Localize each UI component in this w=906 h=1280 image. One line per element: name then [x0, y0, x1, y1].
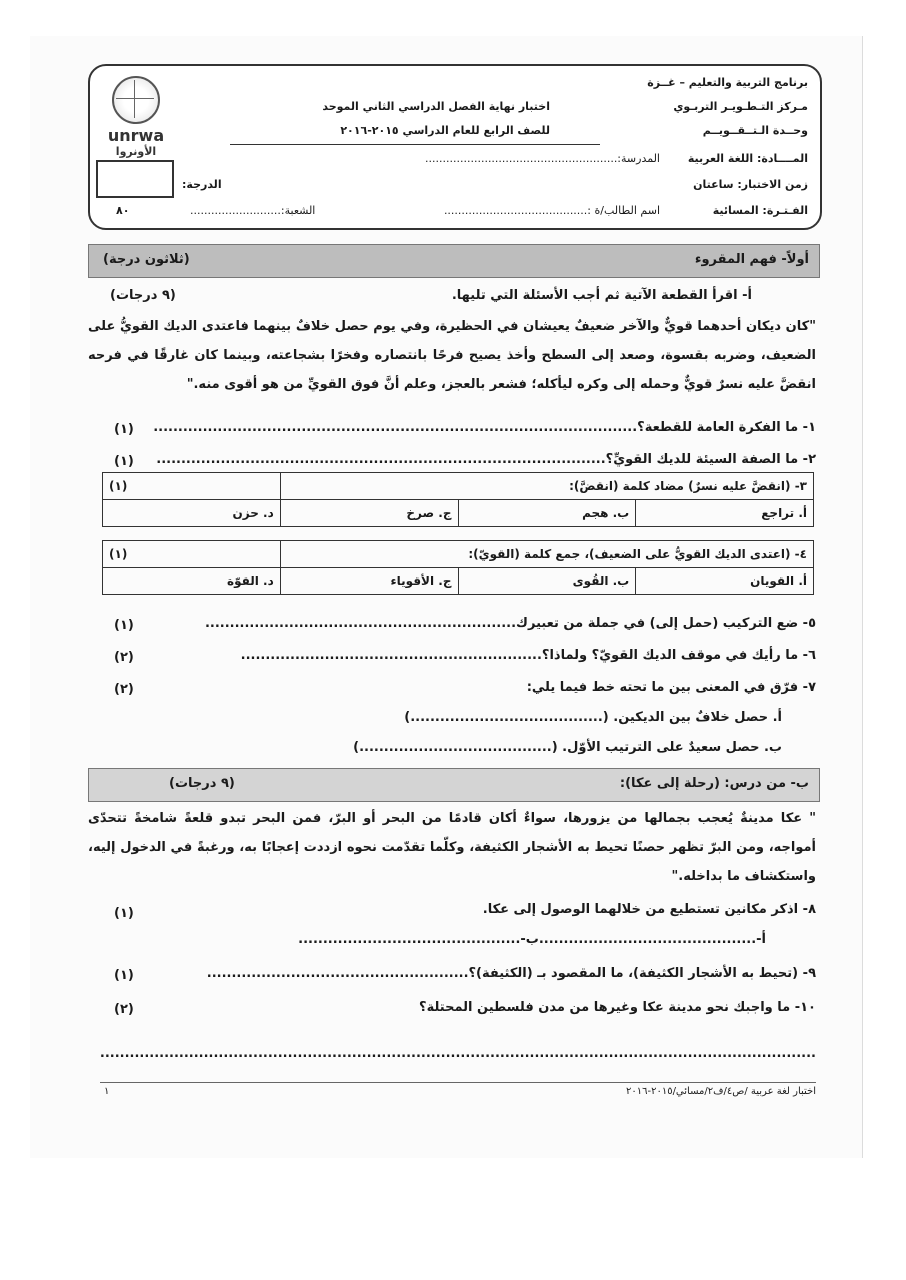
exam-page — [30, 36, 863, 1158]
page-number: ١ — [104, 1086, 110, 1097]
question-9-marks: (١) — [114, 968, 134, 983]
question-3-marks: (١) — [103, 473, 281, 500]
part-a-instruction: أ- اقرأ القطعة الآتية ثم أجب الأسئلة التي تليها. — [451, 288, 752, 303]
question-4-marks: (١) — [103, 541, 281, 568]
question-7-marks: (٢) — [114, 682, 134, 697]
footer-text: اختبار لغة عربية /ص٤/ف٢/مسائي/٢٠١٥-٢٠١٦ — [625, 1086, 816, 1097]
q3-option-d[interactable]: د. حزن — [103, 500, 281, 527]
section-1-marks: (ثلاثون درجة) — [103, 252, 190, 267]
question-2: ٢- ما الصفة السيئة للديك القويِّ؟........................................................................................... — [156, 452, 816, 467]
logo-text-en: unrwa — [107, 126, 165, 145]
section-1b-bar — [88, 768, 820, 802]
q4-option-d[interactable]: د. القوّة — [103, 568, 281, 595]
question-2-marks: (١) — [114, 454, 134, 469]
grade-box — [96, 160, 174, 198]
question-7: ٧- فرّق في المعنى بين ما تحته خط فيما يلي: — [526, 680, 816, 695]
school-field: المدرسة:....................................................... — [425, 152, 660, 165]
grade-year: للصف الرابع للعام الدراسي ٢٠١٥-٢٠١٦ — [340, 124, 550, 137]
question-6-marks: (٢) — [114, 650, 134, 665]
passage-1: "كان ديكان أحدهما قويٌّ والآخر ضعيفٌ يعيشان في الحظيرة، وفي يوم حصل خلافٌ بينهما فاعتدى الديك القويُّ على الضعيف، وضربه بقسوة، وصعد إلى السطح وأخذ يصيح فرحًا بانتصاره وفخرًا بشجاعته، وبينما كان غارقًا في فرحه انقضَّ عليه نسرٌ قويٌّ وحمله إلى وكره ليأكله؛ فشعر بالعجز، وعلم أنَّ فوق القويِّ من هو أقوى منه." — [88, 319, 816, 392]
exam-time: زمن الاختبار: ساعتان — [693, 178, 808, 191]
question-3-table — [102, 472, 814, 527]
question-1-marks: (١) — [114, 422, 134, 437]
total-marks: ٨٠ — [116, 204, 130, 217]
question-5-marks: (١) — [114, 618, 134, 633]
question-3: ٣- (انقضَّ عليه نسرٌ) مضاد كلمة (انقضَّ): — [280, 473, 813, 500]
question-10-marks: (٢) — [114, 1002, 134, 1017]
program-name: برنامج التربية والتعليم – غــزة — [647, 76, 808, 89]
question-8-answer-lines: أ-............................................ب-............................................. — [298, 932, 766, 947]
section-1b-marks: (٩ درجات) — [169, 776, 235, 791]
part-a-marks: (٩ درجات) — [110, 288, 176, 303]
un-emblem-icon — [112, 76, 160, 124]
q3-option-c[interactable]: ج. صرخ — [280, 500, 458, 527]
exam-title: اختبار نهاية الفصل الدراسي الثاني الموحد — [322, 100, 550, 113]
student-name-field: اسم الطالب/ة :......................................... — [443, 204, 660, 217]
logo-text-ar: الأونروا — [115, 145, 157, 158]
question-7-a: أ. حصل خلافٌ بين الديكين. (.......................................) — [404, 710, 782, 725]
exam-header — [88, 64, 822, 230]
question-8: ٨- اذكر مكانين تستطيع من خلالهما الوصول إلى عكا. — [482, 902, 816, 917]
subject: المــــادة: اللغة العربية — [687, 152, 808, 165]
question-5: ٥- ضع التركيب (حمل إلى) في جملة من تعبيرك............................................................... — [204, 616, 816, 631]
section-1b-title: ب- من درس: (رحلة إلى عكا): — [619, 776, 809, 791]
section-field: الشعبة:.......................... — [190, 204, 316, 217]
q4-option-b[interactable]: ب. القُوى — [458, 568, 636, 595]
footer-rule — [100, 1082, 816, 1083]
question-8-marks: (١) — [114, 906, 134, 921]
exam-period: الفـتـرة: المسائية — [712, 204, 808, 217]
q4-option-a[interactable]: أ. القويان — [636, 568, 814, 595]
section-1-title: أولاً- فهم المقروء — [694, 252, 809, 267]
q3-option-a[interactable]: أ. تراجع — [636, 500, 814, 527]
question-1: ١- ما الفكرة العامة للقطعة؟.................................................................................................. — [153, 420, 816, 435]
q3-option-b[interactable]: ب. هجم — [458, 500, 636, 527]
q4-option-c[interactable]: ج. الأقوياء — [280, 568, 458, 595]
question-10-answer-line: ................................................................................................................................................. — [99, 1046, 816, 1061]
question-9: ٩- (تحيط به الأشجار الكثيفة)، ما المقصود بـ (الكثيفة)؟..................................................... — [206, 966, 816, 981]
question-10: ١٠- ما واجبك نحو مدينة عكا وغيرها من مدن فلسطين المحتلة؟ — [419, 1000, 816, 1015]
section-1-bar — [88, 244, 820, 278]
title-rule — [230, 144, 600, 145]
question-4-table — [102, 540, 814, 595]
passage-2: " عكا مدينةٌ يُعجب بجمالها من يزورها، سواءٌ أكان قادمًا من البحر أو البرّ، فمن البحر تبدو قلعةً شامخةً تتحدّى أمواجه، ومن البرّ تظهر حصنًا تحيط به الأشجار الكثيفة، وكلّما تقدّمت نحوه ازددت إعجابًا به، ورغبةً في الدخول إليه، واستكشاف ما بداخله." — [88, 811, 816, 884]
question-7-b: ب. حصل سعيدٌ على الترتيب الأوّل. (.......................................) — [353, 740, 782, 755]
degree-label: الدرجة: — [182, 178, 222, 191]
unrwa-logo — [100, 76, 172, 156]
question-6: ٦- ما رأيك في موقف الديك القويّ؟ ولماذا؟............................................................. — [240, 648, 816, 663]
question-4: ٤- (اعتدى الديك القويُّ على الضعيف)، جمع كلمة (القويّ): — [280, 541, 813, 568]
unit-name: وحــدة الـتــقــويــم — [702, 124, 808, 137]
center-name: مـركز التـطـويـر التربـوي — [673, 100, 808, 113]
